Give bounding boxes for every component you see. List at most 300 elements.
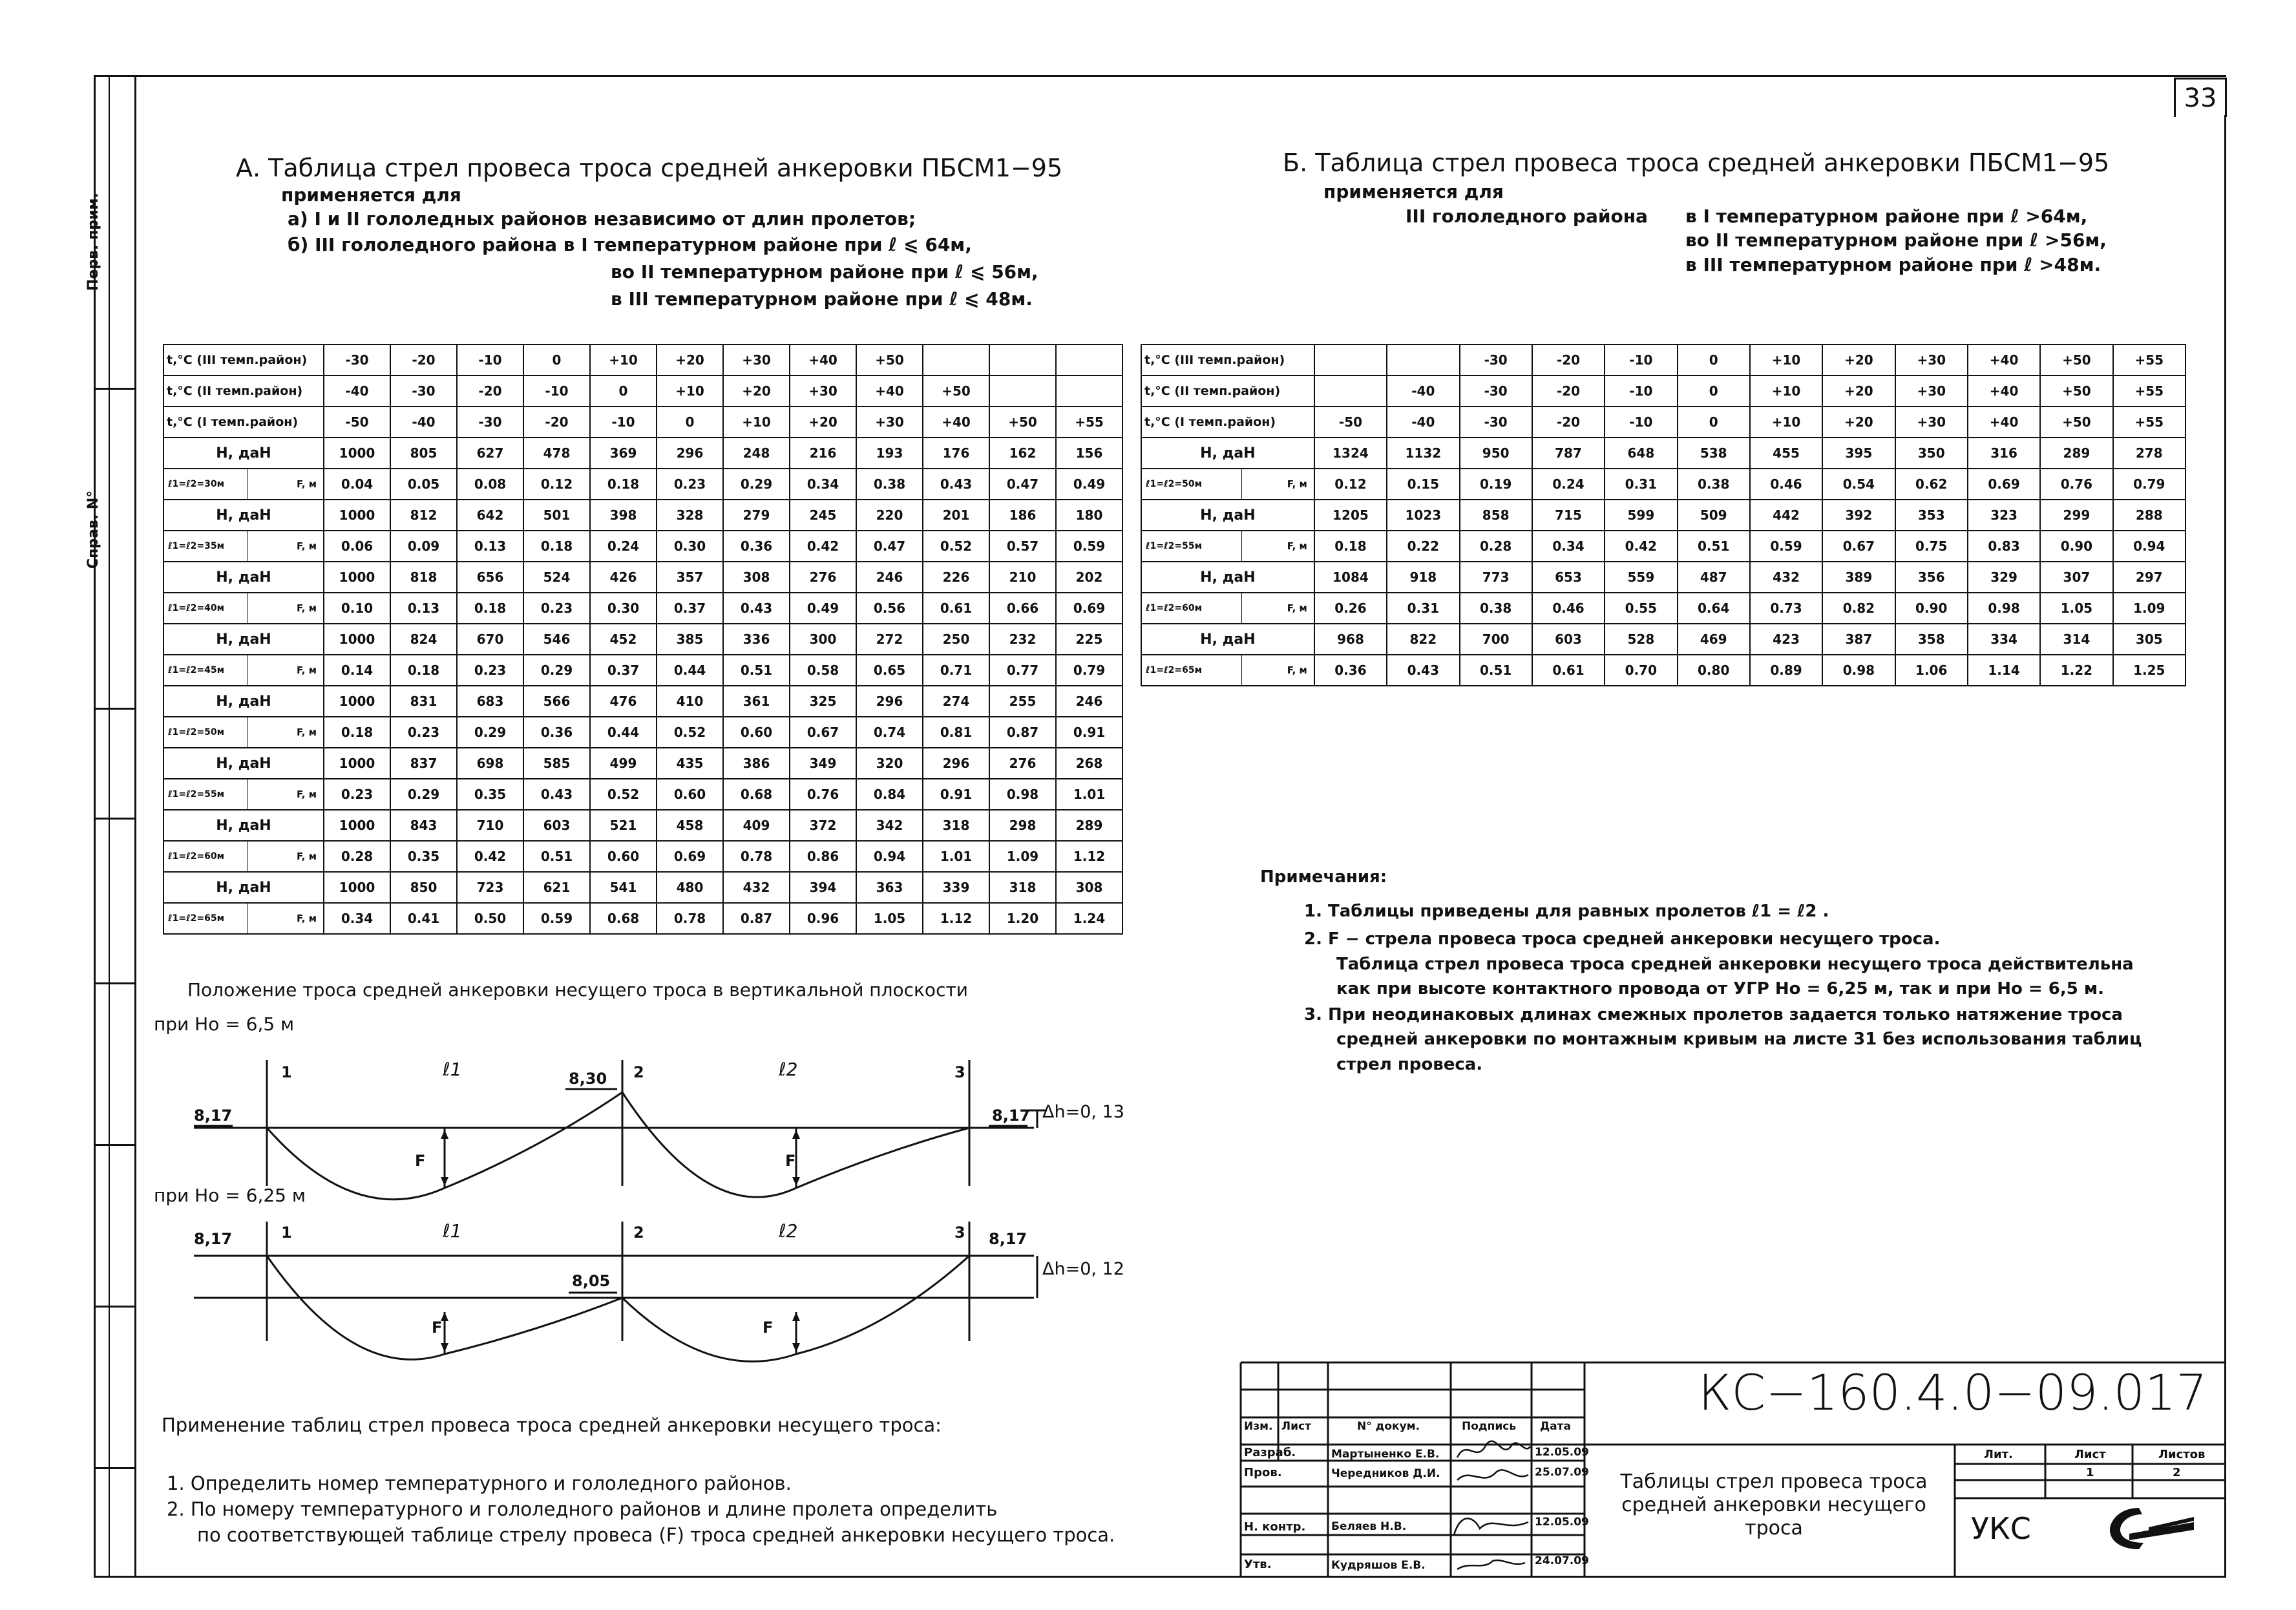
tension-cell: 245: [790, 500, 856, 531]
temperature-row-label: t,°C (II темп.район): [163, 376, 324, 407]
d1-point-2: 2: [633, 1063, 644, 1081]
d1-mid-height: 8,30: [569, 1070, 607, 1088]
side-label-sprav: Справ. N°: [85, 490, 101, 569]
tension-cell: 300: [790, 624, 856, 655]
sag-cell: 0.37: [590, 655, 657, 686]
tension-cell: 395: [1822, 438, 1895, 469]
sag-cell: 0.34: [790, 469, 856, 500]
sag-cell: 0.66: [989, 593, 1056, 624]
temperature-cell: +30: [1895, 344, 1968, 376]
sag-cell: 0.69: [657, 841, 723, 872]
sag-cell: 0.52: [657, 717, 723, 748]
stamp-date-nkontr: 12.05.09: [1535, 1516, 1589, 1529]
note-1: 1. Таблицы приведены для равных пролетов ℓ1 = ℓ2 .: [1304, 902, 1829, 921]
temperature-cell: -10: [523, 376, 590, 407]
sag-cell: 1.05: [856, 903, 923, 934]
sag-cell: 0.47: [856, 531, 923, 562]
temperature-cell: -20: [1532, 376, 1605, 407]
usage-item-1: 1. Определить номер температурного и гололедного районов.: [167, 1472, 792, 1494]
temperature-row-label: t,°C (III темп.район): [163, 344, 324, 376]
tension-cell: 773: [1460, 562, 1532, 593]
sag-cell: 0.47: [989, 469, 1056, 500]
tension-cell: 216: [790, 438, 856, 469]
tension-cell: 297: [2113, 562, 2185, 593]
tension-cell: 387: [1822, 624, 1895, 655]
tension-cell: 392: [1822, 500, 1895, 531]
section-b-title: Б. Таблица стрел провеса троса средней анкеровки ПБСМ1−95: [1283, 149, 2110, 177]
temperature-cell: +40: [856, 376, 923, 407]
sag-label: F, м: [1241, 531, 1314, 562]
sag-label: F, м: [248, 779, 324, 810]
sag-cell: 0.36: [1314, 655, 1387, 686]
temperature-cell: +20: [657, 344, 723, 376]
span-length-label: ℓ1=ℓ2=55м: [1141, 531, 1241, 562]
temperature-cell: +50: [923, 376, 989, 407]
temperature-cell: 0: [590, 376, 657, 407]
sag-label: F, м: [248, 593, 324, 624]
tension-cell: 1132: [1387, 438, 1459, 469]
tension-label: Н, даН: [1141, 562, 1314, 593]
tension-cell: 469: [1678, 624, 1750, 655]
tension-cell: 316: [1968, 438, 2040, 469]
tension-cell: 1205: [1314, 500, 1387, 531]
tension-label: Н, даН: [163, 748, 324, 779]
sag-cell: 0.29: [390, 779, 457, 810]
sag-cell: 0.43: [723, 593, 790, 624]
stamp-name-utv: Кудряшов Е.В.: [1331, 1559, 1426, 1572]
sag-cell: 0.43: [523, 779, 590, 810]
temperature-cell: +20: [1822, 344, 1895, 376]
tension-cell: 918: [1387, 562, 1459, 593]
tension-cell: 226: [923, 562, 989, 593]
tension-cell: 201: [923, 500, 989, 531]
temperature-cell: -30: [1460, 376, 1532, 407]
sag-cell: 0.78: [723, 841, 790, 872]
stamp-sheets-value: 2: [2173, 1466, 2181, 1479]
tension-cell: 278: [2113, 438, 2185, 469]
tension-cell: 683: [457, 686, 523, 717]
temperature-cell: +30: [856, 407, 923, 438]
sag-cell: 0.52: [590, 779, 657, 810]
usage-item-2b: по соответствующей таблице стрелу провеса (F) троса средней анкеровки несущего троса.: [197, 1524, 1115, 1546]
sag-cell: 0.87: [723, 903, 790, 934]
tension-cell: 349: [790, 748, 856, 779]
tension-cell: 350: [1895, 438, 1968, 469]
sag-cell: 0.13: [390, 593, 457, 624]
sag-cell: 0.87: [989, 717, 1056, 748]
tension-cell: 1000: [324, 872, 390, 903]
temperature-cell: +50: [2040, 376, 2112, 407]
tension-cell: 627: [457, 438, 523, 469]
span-length-label: ℓ1=ℓ2=60м: [1141, 593, 1241, 624]
sag-cell: 0.59: [1056, 531, 1122, 562]
sag-cell: 0.69: [1968, 469, 2040, 500]
tension-cell: 296: [657, 438, 723, 469]
d2-sag-f1: F: [432, 1319, 443, 1337]
temperature-cell: 0: [1678, 344, 1750, 376]
sag-cell: 0.06: [324, 531, 390, 562]
temperature-cell: +55: [2113, 344, 2185, 376]
temperature-cell: 0: [523, 344, 590, 376]
d2-point-1: 1: [281, 1223, 292, 1242]
tension-cell: 476: [590, 686, 657, 717]
tension-cell: 787: [1532, 438, 1605, 469]
stamp-sheet-label: Лист: [2074, 1448, 2106, 1461]
temperature-cell: -20: [457, 376, 523, 407]
temperature-row-label: t,°C (II темп.район): [1141, 376, 1314, 407]
tension-cell: 546: [523, 624, 590, 655]
tension-cell: 700: [1460, 624, 1532, 655]
stamp-sheet-value: 1: [2086, 1466, 2094, 1479]
temperature-cell: -10: [1605, 376, 1677, 407]
tension-label: Н, даН: [163, 872, 324, 903]
tension-cell: 822: [1387, 624, 1459, 655]
tension-cell: 318: [923, 810, 989, 841]
stamp-name-prov: Чередников Д.И.: [1331, 1467, 1440, 1480]
sag-cell: 0.59: [1750, 531, 1822, 562]
notes-title: Примечания:: [1260, 867, 1387, 887]
sag-cell: 0.42: [457, 841, 523, 872]
tension-cell: 1023: [1387, 500, 1459, 531]
tension-cell: 334: [1968, 624, 2040, 655]
tension-cell: 314: [2040, 624, 2112, 655]
stamp-col-izm: Изм.: [1244, 1420, 1273, 1433]
sag-cell: 0.29: [723, 469, 790, 500]
stamp-title: Таблицы стрел провеса троса средней анкеровки несущего троса: [1620, 1470, 1928, 1540]
d1-point-3: 3: [954, 1063, 965, 1081]
temperature-cell: -40: [390, 407, 457, 438]
sag-cell: 0.80: [1678, 655, 1750, 686]
tension-cell: 509: [1678, 500, 1750, 531]
sag-cell: 0.42: [790, 531, 856, 562]
tension-cell: 305: [2113, 624, 2185, 655]
tension-cell: 710: [457, 810, 523, 841]
sag-cell: 0.34: [324, 903, 390, 934]
tension-cell: 698: [457, 748, 523, 779]
temperature-cell: -40: [1387, 407, 1459, 438]
tension-cell: 1000: [324, 748, 390, 779]
sag-cell: 1.24: [1056, 903, 1122, 934]
sag-cell: 0.84: [856, 779, 923, 810]
tension-cell: 478: [523, 438, 590, 469]
tension-cell: 487: [1678, 562, 1750, 593]
sag-cell: 0.30: [657, 531, 723, 562]
d1-sag-f1: F: [415, 1152, 426, 1170]
d1-span-l1: ℓ1: [443, 1059, 462, 1080]
tension-cell: 299: [2040, 500, 2112, 531]
section-a-title: А. Таблица стрел провеса троса средней анкеровки ПБСМ1−95: [236, 154, 1063, 182]
tension-cell: 358: [1895, 624, 1968, 655]
tension-cell: 831: [390, 686, 457, 717]
sag-cell: 0.49: [790, 593, 856, 624]
tension-cell: 246: [856, 562, 923, 593]
sheet-number: 33: [2174, 78, 2227, 117]
d2-delta-h: Δh=0, 12: [1042, 1259, 1124, 1279]
tension-cell: 394: [790, 872, 856, 903]
sag-cell: 0.29: [523, 655, 590, 686]
stamp-col-sign: Подпись: [1462, 1420, 1517, 1433]
sag-label: F, м: [248, 903, 324, 934]
sag-cell: 0.76: [790, 779, 856, 810]
temperature-cell: +10: [723, 407, 790, 438]
tension-cell: 837: [390, 748, 457, 779]
document-number: КС−160.4.0−09.017: [1698, 1364, 2207, 1421]
tension-label: Н, даН: [163, 810, 324, 841]
sag-cell: 0.23: [457, 655, 523, 686]
sag-cell: 0.29: [457, 717, 523, 748]
tension-label: Н, даН: [163, 438, 324, 469]
tension-cell: 715: [1532, 500, 1605, 531]
sag-cell: 0.46: [1532, 593, 1605, 624]
tension-cell: 307: [2040, 562, 2112, 593]
sag-cell: 0.38: [1460, 593, 1532, 624]
stamp-sheets-label: Листов: [2158, 1448, 2206, 1461]
tension-cell: 824: [390, 624, 457, 655]
d1-left-height: 8,17: [194, 1107, 233, 1125]
tension-cell: 653: [1532, 562, 1605, 593]
tension-cell: 423: [1750, 624, 1822, 655]
span-length-label: ℓ1=ℓ2=30м: [163, 469, 248, 500]
temperature-cell: +30: [1895, 407, 1968, 438]
sag-cell: 0.23: [523, 593, 590, 624]
tension-cell: 432: [723, 872, 790, 903]
sag-cell: 0.28: [1460, 531, 1532, 562]
sag-cell: 0.18: [457, 593, 523, 624]
sag-cell: 0.94: [2113, 531, 2185, 562]
tension-cell: 426: [590, 562, 657, 593]
stamp-role-razrab: Разраб.: [1244, 1446, 1296, 1459]
tension-cell: 323: [1968, 500, 2040, 531]
sag-cell: 0.18: [523, 531, 590, 562]
diagram-case1-label: при Но = 6,5 м: [154, 1013, 295, 1035]
tension-cell: 325: [790, 686, 856, 717]
sag-cell: 0.67: [790, 717, 856, 748]
temperature-cell: +40: [1968, 344, 2040, 376]
tension-cell: 524: [523, 562, 590, 593]
temperature-cell: +20: [1822, 376, 1895, 407]
tension-label: Н, даН: [163, 562, 324, 593]
tension-cell: 342: [856, 810, 923, 841]
tension-cell: 499: [590, 748, 657, 779]
tension-cell: 409: [723, 810, 790, 841]
tension-cell: 225: [1056, 624, 1122, 655]
sag-label: F, м: [248, 655, 324, 686]
sag-cell: 0.38: [856, 469, 923, 500]
sag-cell: 0.05: [390, 469, 457, 500]
temperature-row-label: t,°C (I темп.район): [1141, 407, 1314, 438]
temperature-cell: -40: [1387, 376, 1459, 407]
tension-cell: 328: [657, 500, 723, 531]
span-length-label: ℓ1=ℓ2=35м: [163, 531, 248, 562]
tension-cell: 162: [989, 438, 1056, 469]
sag-cell: 1.09: [989, 841, 1056, 872]
sag-cell: 0.31: [1387, 593, 1459, 624]
tension-cell: 843: [390, 810, 457, 841]
tension-cell: 410: [657, 686, 723, 717]
sag-cell: 0.43: [1387, 655, 1459, 686]
tension-cell: 180: [1056, 500, 1122, 531]
sag-cell: 0.18: [390, 655, 457, 686]
tension-cell: 458: [657, 810, 723, 841]
tension-cell: 336: [723, 624, 790, 655]
tension-cell: 288: [2113, 500, 2185, 531]
sag-cell: 0.98: [1822, 655, 1895, 686]
section-b-line1r: в I температурном районе при ℓ >64м,: [1685, 206, 2088, 227]
d2-point-3: 3: [954, 1223, 965, 1242]
tension-cell: 1324: [1314, 438, 1387, 469]
section-b-line3: в III температурном районе при ℓ >48м.: [1685, 254, 2101, 275]
sag-cell: 0.60: [723, 717, 790, 748]
sag-cell: 0.91: [923, 779, 989, 810]
sag-cell: 0.24: [590, 531, 657, 562]
stamp-lit-label: Лит.: [1984, 1448, 2013, 1461]
tension-cell: 268: [1056, 748, 1122, 779]
stamp-date-prov: 25.07.09: [1535, 1466, 1589, 1479]
stamp-role-utv: Утв.: [1244, 1558, 1272, 1571]
temperature-cell: +40: [790, 344, 856, 376]
temperature-cell: -10: [590, 407, 657, 438]
tension-label: Н, даН: [1141, 438, 1314, 469]
temperature-cell: -20: [1532, 407, 1605, 438]
d2-right-height: 8,17: [989, 1230, 1027, 1248]
tension-cell: 357: [657, 562, 723, 593]
diagram-case2-label: при Но = 6,25 м: [154, 1185, 306, 1206]
tension-cell: 276: [989, 748, 1056, 779]
tension-cell: 246: [1056, 686, 1122, 717]
span-length-label: ℓ1=ℓ2=40м: [163, 593, 248, 624]
sag-cell: 1.09: [2113, 593, 2185, 624]
temperature-cell: -20: [1532, 344, 1605, 376]
tension-cell: 1000: [324, 438, 390, 469]
tension-cell: 670: [457, 624, 523, 655]
sag-label: F, м: [248, 841, 324, 872]
temperature-cell: -30: [1460, 407, 1532, 438]
stamp-name-razrab: Мартыненко Е.В.: [1331, 1448, 1440, 1461]
sag-cell: 0.71: [923, 655, 989, 686]
tension-cell: 298: [989, 810, 1056, 841]
sag-cell: 0.23: [324, 779, 390, 810]
temperature-cell: -30: [324, 344, 390, 376]
temperature-cell: -30: [390, 376, 457, 407]
tension-cell: 621: [523, 872, 590, 903]
tension-cell: 858: [1460, 500, 1532, 531]
sag-cell: 0.08: [457, 469, 523, 500]
diagram-caption: Положение троса средней анкеровки несущего троса в вертикальной плоскости: [187, 979, 968, 1001]
tension-cell: 372: [790, 810, 856, 841]
sag-cell: 0.74: [856, 717, 923, 748]
sag-cell: 1.06: [1895, 655, 1968, 686]
sag-cell: 0.67: [1822, 531, 1895, 562]
tension-cell: 521: [590, 810, 657, 841]
stamp-date-utv: 24.07.09: [1535, 1554, 1589, 1567]
sag-cell: 0.61: [923, 593, 989, 624]
stamp-org: УКС: [1971, 1511, 2031, 1546]
sag-cell: 0.69: [1056, 593, 1122, 624]
tension-cell: 1000: [324, 562, 390, 593]
sag-cell: 0.23: [657, 469, 723, 500]
sag-cell: 0.41: [390, 903, 457, 934]
tension-cell: 156: [1056, 438, 1122, 469]
temperature-cell: +20: [723, 376, 790, 407]
tension-cell: 723: [457, 872, 523, 903]
sag-cell: 0.75: [1895, 531, 1968, 562]
temperature-cell: -30: [1460, 344, 1532, 376]
temperature-cell: -10: [1605, 344, 1677, 376]
tension-cell: 585: [523, 748, 590, 779]
section-b-applies: применяется для: [1323, 181, 1504, 202]
tension-cell: 480: [657, 872, 723, 903]
tension-cell: 308: [723, 562, 790, 593]
sag-label: F, м: [1241, 593, 1314, 624]
sag-cell: 0.86: [790, 841, 856, 872]
sag-cell: 0.30: [590, 593, 657, 624]
tension-cell: 193: [856, 438, 923, 469]
temperature-cell: +20: [790, 407, 856, 438]
sag-cell: 0.19: [1460, 469, 1532, 500]
d1-sag-f2: F: [785, 1152, 796, 1170]
tension-cell: 385: [657, 624, 723, 655]
tension-cell: 186: [989, 500, 1056, 531]
tension-cell: 818: [390, 562, 457, 593]
stamp-role-prov: Пров.: [1244, 1466, 1282, 1479]
sag-cell: 0.38: [1678, 469, 1750, 500]
temperature-cell: -30: [457, 407, 523, 438]
sag-cell: 0.90: [1895, 593, 1968, 624]
tension-cell: 202: [1056, 562, 1122, 593]
tension-cell: 272: [856, 624, 923, 655]
temperature-cell: -10: [457, 344, 523, 376]
tension-cell: 435: [657, 748, 723, 779]
tension-cell: 353: [1895, 500, 1968, 531]
sag-cell: 0.44: [590, 717, 657, 748]
organization-logo: [2103, 1503, 2200, 1554]
span-length-label: ℓ1=ℓ2=55м: [163, 779, 248, 810]
temperature-cell: +40: [1968, 376, 2040, 407]
tension-cell: 1000: [324, 500, 390, 531]
d2-span-l2: ℓ2: [779, 1220, 798, 1242]
sag-cell: 0.58: [790, 655, 856, 686]
tension-cell: 363: [856, 872, 923, 903]
temperature-cell: +50: [2040, 407, 2112, 438]
tension-cell: 289: [1056, 810, 1122, 841]
sag-label: F, м: [248, 531, 324, 562]
sag-cell: 1.12: [1056, 841, 1122, 872]
sag-cell: 0.51: [1460, 655, 1532, 686]
sag-cell: 0.18: [324, 717, 390, 748]
tension-cell: 289: [2040, 438, 2112, 469]
tension-cell: 356: [1895, 562, 1968, 593]
sag-cell: 1.20: [989, 903, 1056, 934]
section-a-line-a: а) I и II гололедных районов независимо от длин пролетов;: [288, 208, 916, 229]
temperature-cell: -40: [324, 376, 390, 407]
tension-cell: 361: [723, 686, 790, 717]
section-a-line-b2: во II температурном районе при ℓ ⩽ 56м,: [611, 261, 1038, 282]
sag-cell: 1.25: [2113, 655, 2185, 686]
sag-cell: 0.89: [1750, 655, 1822, 686]
tension-cell: 318: [989, 872, 1056, 903]
tension-cell: 432: [1750, 562, 1822, 593]
temperature-cell: +30: [1895, 376, 1968, 407]
temperature-cell: +55: [2113, 407, 2185, 438]
tension-cell: 176: [923, 438, 989, 469]
temperature-cell: -20: [523, 407, 590, 438]
temperature-cell: +40: [923, 407, 989, 438]
tension-cell: 528: [1605, 624, 1677, 655]
sag-cell: 0.22: [1387, 531, 1459, 562]
tension-cell: 559: [1605, 562, 1677, 593]
span-length-label: ℓ1=ℓ2=50м: [163, 717, 248, 748]
sag-cell: 0.34: [1532, 531, 1605, 562]
